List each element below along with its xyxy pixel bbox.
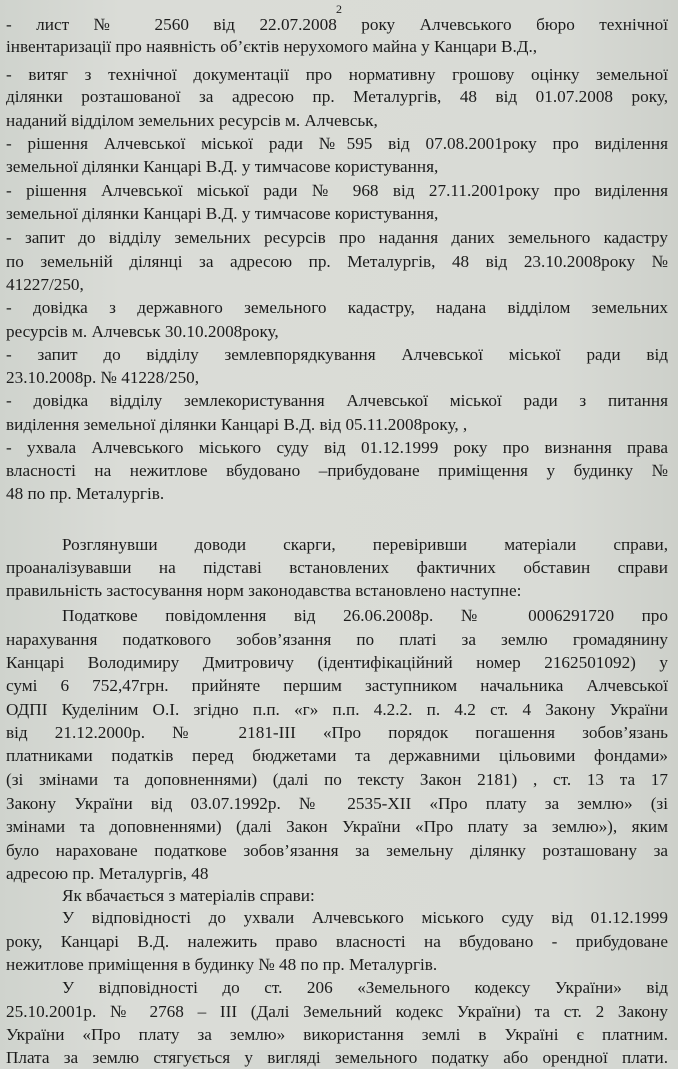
text-line: ділянки розташованої за адресою пр. Металургів, 48 від 01.07.2008 року, [6,87,668,106]
text-line: нежитлове приміщення в будинку № 48 по пр. Металургів. [6,955,438,974]
text-line: Як вбачається з матеріалів справи: [62,886,315,905]
text-line: нарахування податкового зобов’язання по платі за землю громадянину [6,630,668,649]
page-number: 2 [336,2,342,16]
text-line: - довідка з державного земельного кадастру, надана відділом земельних [6,298,668,317]
text-line: Податкове повідомлення від 26.06.2008р. № 0006291720 про [62,606,668,625]
text-line: У відповідності до ухвали Алчевського міського суду від 01.12.1999 [62,908,668,927]
text-line: - довідка відділу землекористування Алчевської міської ради з питання [6,391,668,410]
text-line: платниками податків перед бюджетами та державними цільовими фондами» [6,746,668,765]
text-line: 25.10.2001р. № 2768 – ІІІ (Далі Земельний кодекс України) та ст. 2 Закону [6,1002,668,1021]
text-line: - запит до відділу землевпорядкування Алчевської міської ради від [6,345,668,364]
text-line: Канцарі Володимиру Дмитровичу (ідентифікаційний номер 2162501092) у [6,653,668,672]
text-line: ОДПІ Куделіним О.І. згідно п.п. «г» п.п. 4.2.2. п. 4.2 ст. 4 Закону України [6,700,668,719]
text-line: - лист № 2560 від 22.07.2008 року Алчевського бюро технічної [6,15,668,34]
text-line: 41227/250, [6,275,84,294]
text-line: було нараховане податкове зобов’язання за земельну ділянку розташовану за [6,841,668,860]
text-line: - запит до відділу земельних ресурсів про надання даних земельного кадастру [6,228,668,247]
text-line: У відповідності до ст. 206 «Земельного кодексу України» від [62,978,668,997]
text-line: проаналізувавши на підставі встановлених фактичних обставин справи [6,558,668,577]
text-line: ресурсів м. Алчевськ 30.10.2008року, [6,322,279,341]
text-line: по земельній ділянці за адресою пр. Металургів, 48 від 23.10.2008року № [6,252,668,271]
text-line: Закону України від 03.07.1992р. № 2535-ХІІ «Про плату за землю» (зі [6,794,668,813]
text-line: сумі 6 752,47грн. прийняте першим заступником начальника Алчевської [6,676,668,695]
text-line: - витяг з технічної документації про нормативну грошову оцінку земельної [6,65,668,84]
text-line: виділення земельної ділянки Канцарі В.Д. від 05.11.2008року, , [6,415,468,434]
text-line: України «Про плату за землю» використання землі в Україні є платним. [6,1025,668,1044]
text-line: - рішення Алчевської міської ради №595 від 07.08.2001року про виділення [6,134,668,153]
text-line: від 21.12.2000р. № 2181-ІІІ «Про порядок погашення зобов’язань [6,723,668,742]
text-line: змінами та доповненнями) (далі Закон України «Про плату за землю»), яким [6,817,668,836]
text-line: земельної ділянки Канцарі В.Д. у тимчасове користування, [6,204,439,223]
text-line: земельної ділянки Канцарі В.Д. у тимчасове користування, [6,157,439,176]
text-line: Плата за землю стягується у вигляді земельного податку або орендної плати. [6,1048,668,1067]
text-line: Розглянувши доводи скарги, перевіривши матеріали справи, [62,535,668,554]
text-line: (зі змінами та доповненнями) (далі по тексту Закон 2181) , ст. 13 та 17 [6,770,668,789]
text-line: наданий відділом земельних ресурсів м. Алчевськ, [6,111,378,130]
text-line: власності на нежитлове вбудовано –прибудоване приміщення у будинку № [6,461,668,480]
text-line: - рішення Алчевської міської ради № 968 від 27.11.2001року про виділення [6,181,668,200]
text-line: правильність застосування норм законодавства встановлено наступне: [6,581,522,600]
text-line: 23.10.2008р. № 41228/250, [6,368,200,387]
text-line: року, Канцарі В.Д. належить право власності на вбудовано - прибудоване [6,932,668,951]
text-line: 48 по пр. Металургів. [6,484,165,503]
text-line: адресою пр. Металургів, 48 [6,864,209,883]
text-line: інвентаризації про наявність об’єктів нерухомого майна у Канцари В.Д., [6,37,538,56]
text-line: - ухвала Алчевського міського суду від 01.12.1999 року про визнання права [6,438,668,457]
